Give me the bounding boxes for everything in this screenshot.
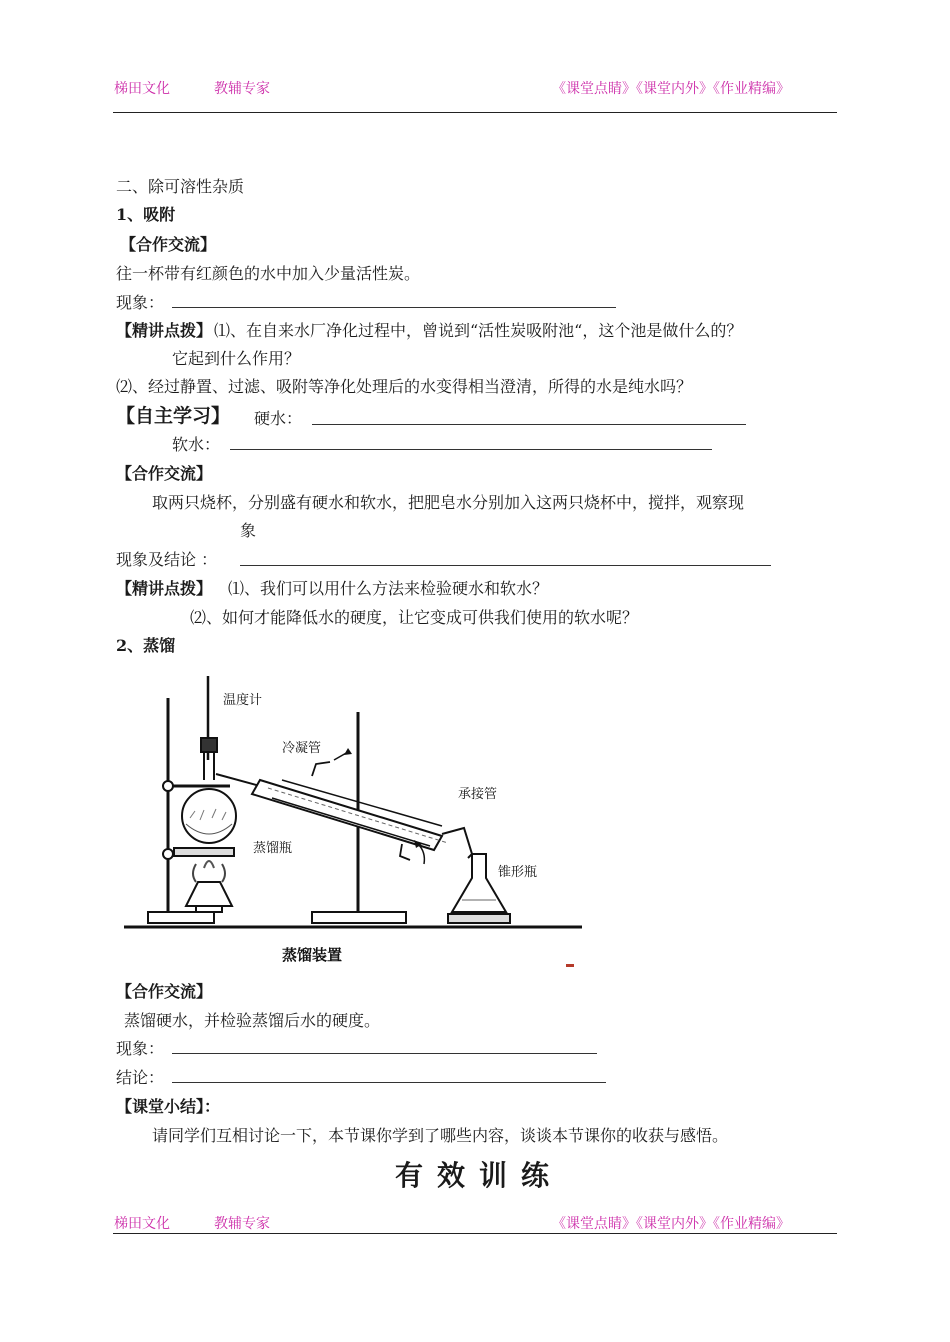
hard-water-label: 硬水： <box>254 409 303 428</box>
footer-rule <box>113 1233 837 1234</box>
conclusion-blank[interactable] <box>172 1082 606 1083</box>
explain-label-2: 【精讲点拨】 <box>116 579 213 598</box>
coop-text-2-cont: 象 <box>240 521 257 540</box>
phenomenon-blank-2[interactable] <box>172 1053 597 1054</box>
phenomenon-label-1: 现象： <box>116 293 165 312</box>
self-study-label: 【自主学习】 <box>116 405 231 427</box>
distillation-apparatus-figure <box>112 668 592 968</box>
coop-label-1: 【合作交流】 <box>120 235 217 254</box>
header-slogan: 教辅专家 <box>214 81 270 97</box>
explain2-question-1: ⑴、我们可以用什么方法来检验硬水和软水？ <box>228 579 549 598</box>
soft-water-label: 软水： <box>172 435 221 454</box>
result-blank[interactable] <box>240 565 771 566</box>
summary-label: 【课堂小结】： <box>116 1097 221 1116</box>
coop-text-3: 蒸馏硬水，并检验蒸馏后水的硬度。 <box>124 1011 381 1030</box>
footer-brand: 梯田文化 <box>114 1216 170 1232</box>
coop-text-2: 取两只烧杯，分别盛有硬水和软水，把肥皂水分别加入这两只烧杯中，搅拌，观察现 <box>152 493 745 512</box>
label-flask: 蒸馏瓶 <box>253 841 293 856</box>
phenomenon-label-2: 现象： <box>116 1039 165 1058</box>
coop-text-1: 往一杯带有红颜色的水中加入少量活性炭。 <box>116 264 421 283</box>
phenomenon-blank-1[interactable] <box>172 307 616 308</box>
red-mark <box>566 964 574 967</box>
explain2-question-2: ⑵、如何才能降低水的硬度，让它变成可供我们使用的软水呢？ <box>190 608 639 627</box>
coop-label-3: 【合作交流】 <box>116 982 213 1001</box>
result-label: 现象及结论 ： <box>116 550 218 569</box>
footer-slogan: 教辅专家 <box>214 1216 270 1232</box>
adsorption-heading: 1、吸附 <box>116 205 176 224</box>
hard-water-blank[interactable] <box>312 424 746 425</box>
label-conical-flask: 锥形瓶 <box>498 865 538 880</box>
conclusion-label: 结论： <box>116 1068 165 1087</box>
explain-question-1-cont: 它起到什么作用？ <box>172 349 301 368</box>
coop-label-2: 【合作交流】 <box>116 464 213 483</box>
training-title: 有效训练 <box>395 1159 564 1192</box>
explain-question-2: ⑵、经过静置、过滤、吸附等净化处理后的水变得相当澄清，所得的水是纯水吗？ <box>116 377 693 396</box>
label-thermometer: 温度计 <box>223 693 263 708</box>
explain-label-1: 【精讲点拨】 <box>116 321 213 340</box>
header-series: 《课堂点睛》《课堂内外》《作业精编》 <box>552 81 790 97</box>
soft-water-blank[interactable] <box>230 449 712 450</box>
explain-question-1: ⑴、在自来水厂净化过程中，曾说到“活性炭吸附池“，这个池是做什么的？ <box>214 321 743 340</box>
section-heading: 二、除可溶性杂质 <box>116 177 245 196</box>
label-receiver: 承接管 <box>458 787 498 802</box>
distillation-heading: 2、蒸馏 <box>116 636 176 655</box>
summary-text: 请同学们互相讨论一下，本节课你学到了哪些内容，谈谈本节课你的收获与感悟。 <box>152 1126 729 1145</box>
label-condenser: 冷凝管 <box>282 741 322 756</box>
figure-caption: 蒸馏装置 <box>282 946 343 964</box>
header-rule <box>113 112 837 113</box>
footer-series: 《课堂点睛》《课堂内外》《作业精编》 <box>552 1216 790 1232</box>
header-brand: 梯田文化 <box>114 81 170 97</box>
